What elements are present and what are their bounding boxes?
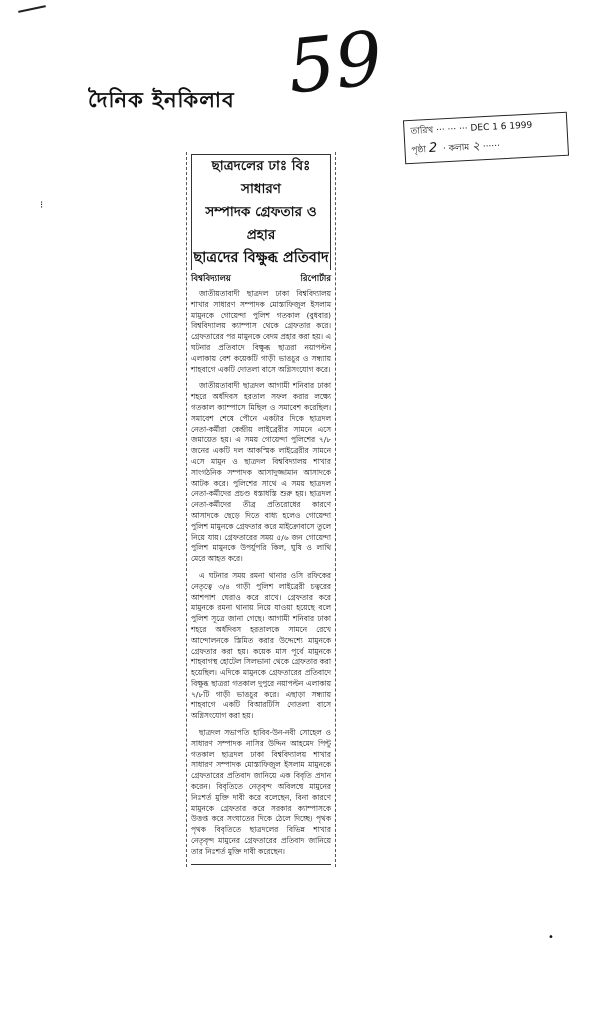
stamp-page-row: পৃষ্ঠা 2 · কলাম ২ ······ <box>411 138 501 156</box>
headline-line: ছাত্রদের বিক্ষুব্ধ প্রতিবাদ <box>193 250 329 266</box>
archive-stamp <box>403 112 569 165</box>
scan-speck: • <box>548 932 554 943</box>
byline <box>191 272 331 286</box>
headline-line: সম্পাদক গ্রেফতার ও প্রহার <box>205 204 317 243</box>
headline <box>191 154 331 270</box>
newspaper-masthead: দৈনিক ইনকিলাব <box>88 88 235 112</box>
byline-right: রিপোর্টার <box>300 274 331 284</box>
date-value: DEC 1 6 1999 <box>470 120 533 134</box>
page-label: পৃষ্ঠা <box>411 145 427 156</box>
column-label: কলাম <box>448 142 470 154</box>
date-label: তারিখ <box>410 125 434 137</box>
margin-mark: ⁝ <box>40 200 44 211</box>
scan-mark <box>18 5 46 13</box>
article-paragraph: জাতীয়তাবাদী ছাত্রদল আগামী শনিবার ঢাকা শহরে অর্ধদিবস হরতাল সফল করার লক্ষ্যে গতকাল ক্যাম্পাসে মিছিল ও সমাবেশ করেছিল। সমাবেশ শেষে পৌনে একটার দিকে ছাত্রদল নেতা-কর্মীরা কেন্দ্রীয় লাইব্রেরীর সামনে এসে জমায়েত হয়। এ সময় গোয়েন্দা পুলিশের ৭/৮ জনের একটি দল আকস্মিক লাইব্রেরীর সামনে এসে মামুন ও ছাত্রদল বিশ্ববিদ্যালয় শাখার সাংগঠনিক সম্পাদক আসাদুজ্জামান আসাদকে আটক করে। পুলিশের সাথে এ সময় ছাত্রদল নেতা-কর্মীদের প্রচণ্ড ধস্তাধস্তি শুরু হয়। ছাত্রদল নেতা-কর্মীদের তীব্র প্রতিরোধের কারণে আসাদকে ছেড়ে দিতে বাধ্য হলেও গোয়েন্দা পুলিশ মামুনকে গ্রেফতার করে মাইক্রোবাসে তুলে নিয়ে যায়। গ্রেফতারের সময় ৫/৬ জন গোয়েন্দা পুলিশ মামুনকে উপর্যুপরি কিল, ঘুষি ও লাথি মেরে আহত করে। <box>191 381 331 564</box>
headline-line: ছাত্রদলের ঢাঃ বিঃ সাধারণ <box>211 158 311 197</box>
page-value: 2 <box>428 140 438 156</box>
article-paragraph: এ ঘটনার সময় রমনা থানার ওসি রফিকের নেতৃত্বে ৩/৪ গাড়ী পুলিশ লাইব্রেরী চত্বরের আশপাশ ঘেরাও করে রাখে। গ্রেফতার করে মামুনকে রমনা থানায় নিয়ে যাওয়া হয়েছে বলে পুলিশ সূত্রে জানা গেছে। আগামী শনিবার ঢাকা শহরে অর্ধদিবস হরতালকে সামনে রেখে আন্দোলনকে স্তিমিত করার উদ্দেশ্যে মামুনকে গ্রেফতার করা হয়। কয়েক মাস পূর্বে মামুনকে শাহবাগস্থ হোটেল সিলভানা থেকে গ্রেফতার করা হয়েছিল। এদিকে মামুনকে গ্রেফতারের প্রতিবাদে বিক্ষুব্ধ ছাত্ররা গতকাল দুপুরে নয়াপল্টন এলাকায় ৭/৮টি গাড়ী ভাঙচুর করে। এছাড়া সন্ধ্যায় শাহবাগে একটি বিআরটিসি দোতলা বাসে অগ্নিসংযোগ করা হয়। <box>191 570 331 721</box>
column-value: ২ <box>471 138 481 153</box>
stamp-date-row: তারিখ ··· ··· ··· DEC 1 6 1999 <box>410 120 533 137</box>
handwritten-page-number: 59 <box>283 15 387 111</box>
news-clipping <box>186 152 336 867</box>
byline-left: বিশ্ববিদ্যালয় <box>191 274 231 284</box>
article-paragraph: জাতীয়তাবাদী ছাত্রদল ঢাকা বিশ্ববিদ্যালয় শাখার সাধারণ সম্পাদক মোস্তাফিজুল ইসলাম মামুনকে গোয়েন্দা পুলিশ গতকাল (বুধবার) বিশ্ববিদ্যালয় ক্যাম্পাস থেকে গ্রেফতার করে। গ্রেফতারের পর মামুনকে বেদম প্রহার করা হয়। এ ঘটনার প্রতিবাদে বিক্ষুব্ধ ছাত্ররা নয়াপল্টন এলাকায় বেশ কয়েকটি গাড়ী ভাঙচুর ও সন্ধ্যায় শাহবাগে একটি দোতলা বাসে অগ্নিসংযোগ করে। <box>191 289 331 374</box>
clipping-bottom-edge <box>191 864 331 865</box>
article-paragraph: ছাত্রদল সভাপতি হাবিব-উন-নবী সোহেল ও সাধারণ সম্পাদক নাসির উদ্দিন আহমেদ পিন্টু গতকাল ছাত্রদল ঢাকা বিশ্ববিদ্যালয় শাখার সাধারণ সম্পাদক মোস্তাফিজুল ইসলাম মামুনকে গ্রেফতারের প্রতিবাদ জানিয়ে এক বিবৃতি প্রদান করেন। বিবৃতিতে নেতৃবৃন্দ অবিলম্বে মামুনের নিঃশর্ত মুক্তি দাবী করে বলেছেন, বিনা কারণে মামুনকে গ্রেফতার করে সরকার ক্যাম্পাসকে উত্তপ্ত করে সংঘাতের দিকে ঠেলে দিচ্ছে। পৃথক পৃথক বিবৃতিতে ছাত্রদলের বিভিন্ন শাখার নেতৃবৃন্দ মামুনের গ্রেফতারের প্রতিবাদ জানিয়ে তার নিঃশর্ত মুক্তি দাবী করেছেন। <box>191 728 331 856</box>
